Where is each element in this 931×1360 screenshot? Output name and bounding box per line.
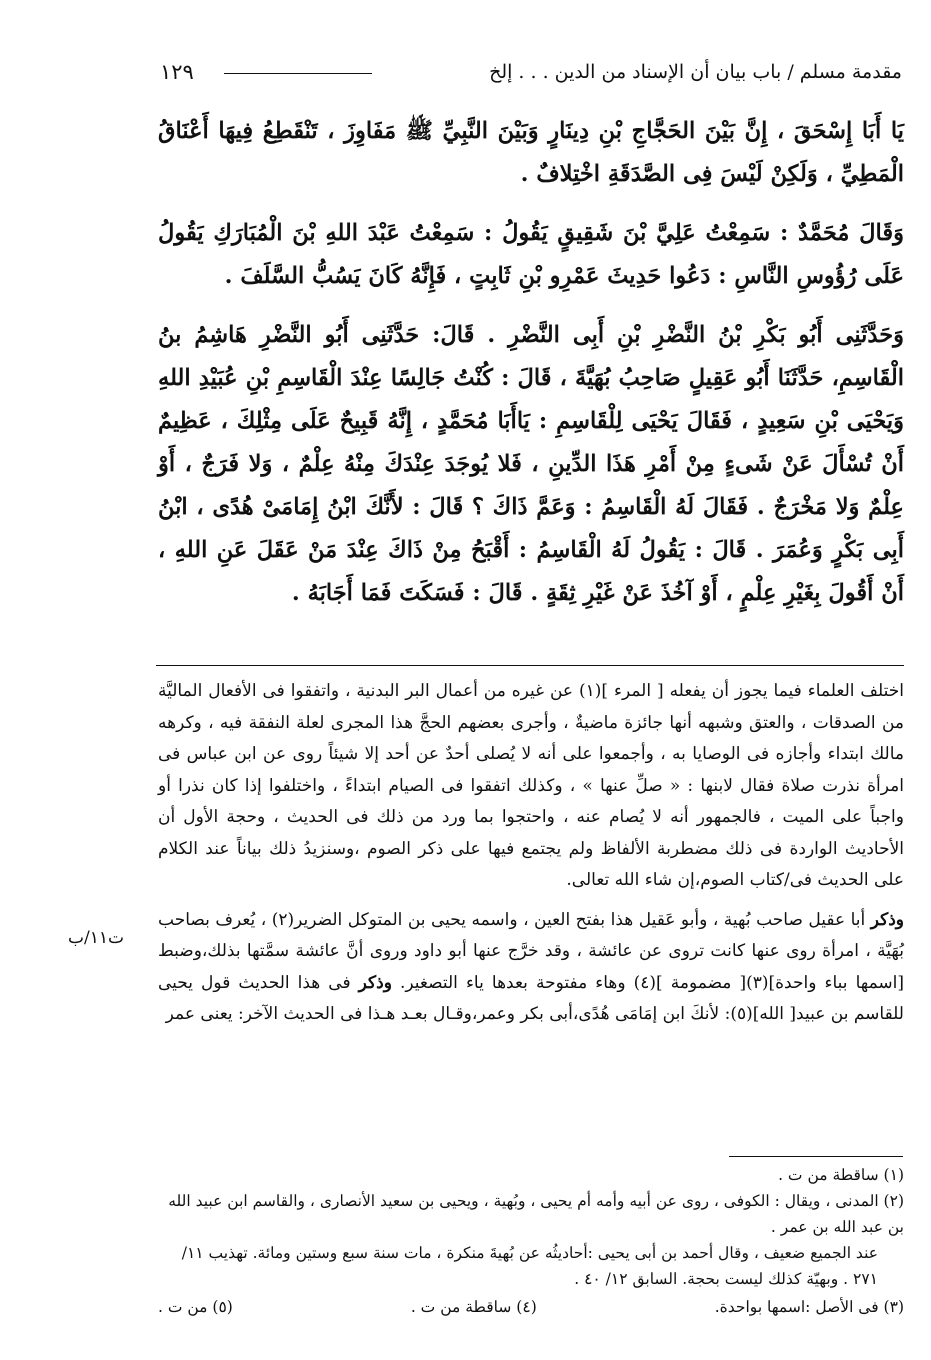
commentary-paragraph-2 (158, 905, 904, 1031)
footnote-2-continuation: عند الجميع ضعيف ، وقال أحمد بن أبى يحيى :أحاديثُه عن بُهيةَ منكرة ، مات سنة سبع وستين ومائة. تهذيب ١١/ ٢٧١ . وبهيّة كذلك ليست بحجة. السابق ١٢/ ٤٠ . (181, 1244, 878, 1288)
footnote-1: (١) ساقطة من ت . (778, 1166, 904, 1184)
hadith-paragraph-3: وَحَدَّثَنِى أَبُو بَكْرِ بْنُ النَّضْرِ بْنِ أَبِى النَّضْرِ . قَالَ: حَدَّثَنِى أَبُو النَّضْرِ هَاشِمُ بنُ الْقَاسِمِ، حَدَّثَنَا أَبُو عَقِيلٍ صَاحِبُ بُهَيَّةَ ، قَالَ : كُنْتُ جَالِسًا عِنْدَ الْقَاسِمِ بْنِ عُبَيْدِ اللهِ وَيَحْيَى بْنِ سَعِيدٍ ، فَقَالَ يَحْيَى لِلْقَاسِمِ : يَاأَبَا مُحَمَّدٍ ، إِنَّهُ قَبِيحٌ عَلَى مِثْلِكَ ، عَظِيمٌ أَنْ تُسْأَلَ عَنْ شَىءٍ مِنْ أَمْرِ هَذَا الدِّينِ ، فَلا يُوجَدَ عِنْدَكَ مِنْهُ عِلْمٌ ، وَلا فَرَجٌ ، أَوْ عِلْمٌ وَلا مَخْرَجٌ . فَقَالَ لَهُ الْقَاسِمُ : وَعَمَّ ذَاكَ ؟ قَالَ : لأَنَّكَ ابْنُ إِمَامَىْ هُدًى ، ابْنُ أَبِى بَكْرٍ وَعُمَرَ . قَالَ : يَقُولُ لَهُ الْقَاسِمُ : أَقْبَحُ مِنْ ذَاكَ عِنْدَ مَنْ عَقَلَ عَنِ اللهِ ، أَنْ أَقُولَ بِغَيْرِ عِلْمٍ ، أَوْ آخُذَ عَنْ غَيْرِ ثِقَةٍ . قَالَ : فَسَكَتَ فَمَا أَجَابَهُ . (158, 322, 904, 606)
commentary-lead-word: وذكر (870, 909, 905, 930)
section-divider (156, 665, 904, 666)
hadith-paragraph-2: وَقَالَ مُحَمَّدٌ : سَمِعْتُ عَلِيَّ بْنَ شَقِيقٍ يَقُولُ : سَمِعْتُ عَبْدَ اللهِ بْنَ الْمُبَارَكِ يَقُولُ عَلَى رُؤُوسِ النَّاسِ : دَعُوا حَدِيثَ عَمْرِو بْنِ ثَابِتٍ ، فَإِنَّهُ كَانَ يَسُبُّ السَّلَفَ . (158, 220, 904, 289)
header-title: مقدمة مسلم / باب بيان أن الإسناد من الدين . . . إلخ (489, 61, 902, 83)
footnote-3: (٣) فى الأصل :اسمها بواحدة. (714, 1298, 904, 1316)
running-header (160, 52, 902, 92)
footnotes (158, 1162, 904, 1320)
hadith-text (158, 110, 904, 631)
footnote-row (158, 1294, 904, 1320)
commentary-paragraph-1: اختلف العلماء فيما يجوز أن يفعله [ المرء ](١) عن غيره من أعمال البر البدنية ، واتفقوا فى الأفعال الماليَّة من الصدقات ، والعتق وشبهه أنها جائزة ماضيةٌ ، وأجرى بعضهم الحجَّ هذا المجرى لعلة النفقة فيه ، وكرهه مالك ابتداء وأجازه فى الوصايا به ، وأجمعوا على أنه لا يُصلى أحدٌ عن أحد إلا شيئاً روى عن ابن عباس فى امرأة نذرت صلاة فقال لابنها : « صلِّ عنها » ، وكذلك اتفقوا فى الصيام ابتداءً ، واختلفوا إذا كان نذرا أو واجباً على الميت ، فالجمهور أنه لا يُصام عنه ، واحتجوا بما ورد من ذلك فى الحديث ، وحجة الأول أن الأحاديث الواردة فى ذلك مضطربة الألفاظ ولم يجتمع فيها على ذكر الصوم ،وسنزيدُ ذلك بياناً عند الكلام على الحديث فى/كتاب الصوم،إن شاء الله تعالى. (158, 681, 904, 890)
page-number: ١٢٩ (160, 60, 194, 84)
footnote-2: (٢) المدنى ، ويقال : الكوفى ، روى عن أبيه وأمه أم يحيى ، وبُهية ، ويحيى بن سعيد الأنصارى ، والقاسم ابن عبيد الله بن عبد الله بن عمر . (168, 1192, 904, 1236)
commentary-lead-word-2: وذكر (358, 972, 392, 993)
commentary (158, 676, 904, 1039)
hadith-paragraph-1: يَا أَبَا إِسْحَقَ ، إِنَّ بَيْنَ الحَجَّاجِ بْنِ دِينَارٍ وَبَيْنَ النَّبِيِّ ﷺ مَفَاوِزَ ، تَنْقَطِعُ فِيهَا أَعْنَاقُ الْمَطِيِّ ، وَلَكِنْ لَيْسَ فِى الصَّدَقَةِ اخْتِلافٌ . (158, 118, 904, 187)
header-rule (224, 73, 372, 74)
manuscript-margin-reference: ت١١/ب (68, 928, 125, 948)
commentary-text-b: فى هذا الحديث قول يحيى للقاسم بن عبيد[ الله](٥): لأنكَ ابن إمَامَى هُدًى،أبى بكر وعمر،وقـال بعـد هـذا فى الحديث الآخر: يعنى عمر (158, 972, 904, 1024)
footnote-4: (٤) ساقطة من ت . (410, 1298, 537, 1316)
footnote-rule (729, 1156, 903, 1157)
commentary-text-a: أبا عقيل صاحب بُهية ، وأبو عَقيل هذا بفتح العين ، واسمه يحيى بن المتوكل الضرير(٢) ، يُعرف بصاحب بُهَيَّة ، امرأة روى عنها كانت تروى عن عائشة ، وقد خرَّج عنها أبو داود وروى أنَّ عائشة سمَّتها بذلك،وضبط [اسمها بباء واحدة](٣)[ مضمومة ](٤) وهاء مفتوحة بعدها ياء التصغير. (158, 909, 905, 993)
footnote-5: (٥) من ت . (158, 1298, 233, 1316)
